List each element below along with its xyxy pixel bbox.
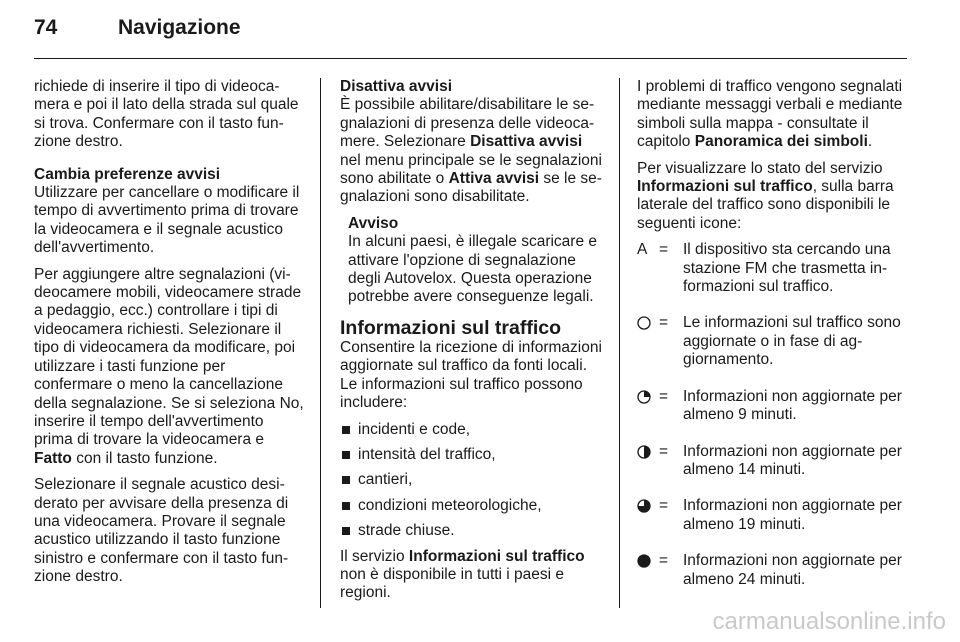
paragraph: Il servizio Informazioni sul traffico non è disponibile in tutti i paesi e regioni. [340,547,585,602]
paragraph: Consentire la ricezione di informazioni aggiornate sul traffico da fonti locali. Le informazioni sul traffico possono includere: [340,338,602,412]
list-item: intensità del traffico, [340,446,602,464]
bullet-list [340,421,602,541]
column-3 [637,78,907,607]
list-item: strade chiuse. [340,522,602,540]
list-item: incidenti e code, [340,421,602,439]
legend-text: Informazioni non aggiornate per almeno 24 minuti. [683,552,902,588]
legend-item-14-min: = Informazioni non aggiornate per almeno 14 minuti. [637,443,907,480]
column-1 [34,78,305,595]
paragraph: Per aggiungere altre segnalazioni (videocamere mobili, videocamere strade a pedaggio, ecc.) controllare i tipi di videocamera richiesti. Selezionare il tipo di videocamera da modificare, poi utilizzare i tasti funzione per confermare o meno la cancellazione della segnalazione. Se si seleziona No, inserire il tempo dell'avvertimento prima di trovare la videocamera e Fatto con il tasto funzione. [34,265,304,467]
page-title: Navigazione [118,16,241,39]
section-heading-traffico: Informazioni sul traffico [340,316,562,339]
term-fatto: Fatto [34,449,72,467]
note-title: Avviso [348,214,399,232]
legend-item-19-min: = Informazioni non aggiornate per almeno 19 minuti. [637,497,907,534]
header-divider [34,58,907,59]
section-heading-preferenze: Cambia preferenze avvisi [34,165,221,183]
paragraph: Per visualizzare lo stato del servizio Informazioni sul traffico, sulla barra laterale del traffico sono disponibili le seguenti icone: [637,159,894,232]
paragraph: È possibile abilitare/disabilitare le segnalazioni di presenza delle videocamere. Selezionare Disattiva avvisi nel menu principale se le segnalazioni sono abilitate o Attiva avvisi se le segnalazioni sono disabilitate. [340,96,602,206]
page-header [34,16,241,40]
note-text: In alcuni paesi, è illegale scaricare e attivare l'opzione di segnalazione degli Autovelox. Questa operazione potrebbe avere conseguenze legali. [348,233,597,306]
full-circle-icon [637,554,651,568]
half-circle-icon [637,445,651,459]
list-item: cantieri, [340,471,602,489]
page-number: 74 [34,16,58,39]
traffic-icon-legend [637,241,907,589]
paragraph: richiede di inserire il tipo di videocamera e poi il lato della strada sul quale si trova. Confermare con il tasto funzione destro. [34,78,299,151]
quarter-circle-icon [637,390,651,404]
legend-item-searching: A = Il dispositivo sta cercando una stazione FM che trasmetta informazioni sul traffico. [637,241,891,296]
empty-circle-icon [637,316,651,330]
paragraph: Utilizzare per cancellare o modificare il tempo di avvertimento prima di trovare la videocamera e il segnale acustico dell'avvertimento. [34,184,300,257]
three-quarter-circle-icon [637,499,651,513]
symbol-letter: A [637,241,648,259]
column-divider [619,78,620,608]
list-item: condizioni meteorologiche, [340,497,602,515]
legend-text: Informazioni non aggiornate per almeno 14 minuti. [683,442,902,478]
legend-item-9-min: = Informazioni non aggiornate per almeno 9 minuti. [637,388,907,425]
column-divider [320,78,321,608]
warning-note [348,215,602,307]
legend-item-24-min: = Informazioni non aggiornate per almeno 24 minuti. [637,552,907,589]
section-heading-disattiva: Disattiva avvisi [340,78,453,95]
legend-text: Informazioni non aggiornate per almeno 9 minuti. [683,387,902,424]
legend-text: Il dispositivo sta cercando una stazione FM che trasmetta informazioni sul traffico. [683,241,891,296]
column-2 [340,78,602,611]
watermark: carmanualsonline.info [712,608,946,635]
legend-text: Informazioni non aggiornate per almeno 19 minuti. [683,497,902,533]
paragraph: Selezionare il segnale acustico desiderato per avvisare della presenza di una videocamera. Provare il segnale acustico utilizzando il tasto funzione sinistro e confermare con il tasto funzione destro. [34,476,289,586]
legend-text: Le informazioni sul traffico sono aggiornate o in fase di aggiornamento. [683,314,901,369]
paragraph: I problemi di traffico vengono segnalati mediante messaggi verbali e mediante simboli sulla mappa - consultate il capitolo Panoramica dei simboli. [637,78,903,151]
legend-item-updated: = Le informazioni sul traffico sono aggiornate o in fase di aggiornamento. [637,314,907,369]
